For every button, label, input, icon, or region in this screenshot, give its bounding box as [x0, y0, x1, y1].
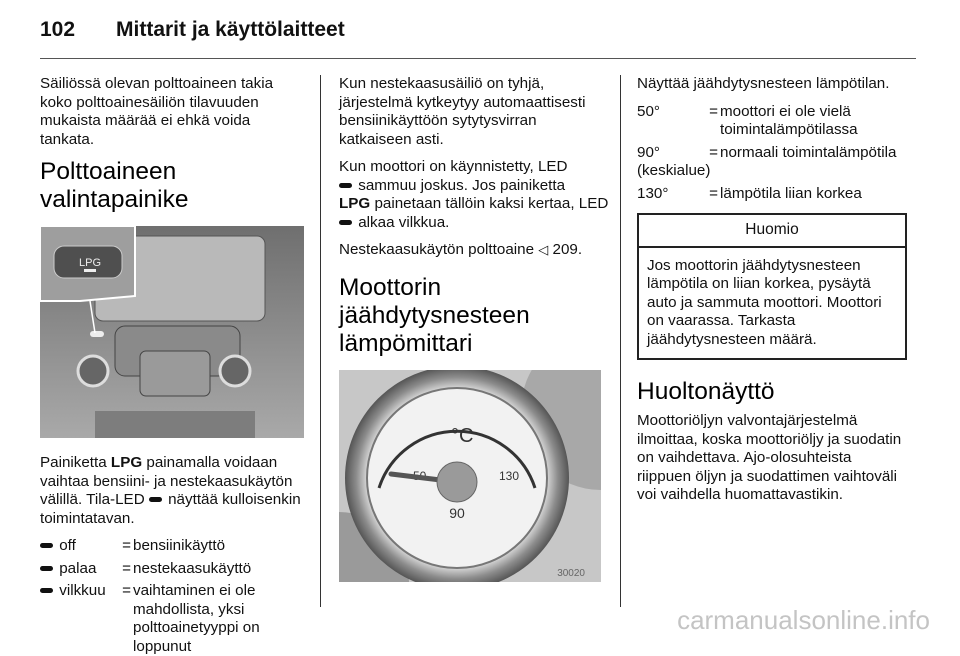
intro-paragraph: Säiliössä olevan polttoaineen takia koko polttoainesäiliön tilavuuden mukaista määrää ei ehkä voida tankata.	[40, 75, 274, 148]
column-2	[339, 75, 609, 582]
lpg-button-photo	[40, 226, 304, 438]
gauge-mark-130: 130	[499, 468, 520, 483]
gauge-mark-90: 90	[449, 504, 465, 521]
chapter-title: Mittarit ja käyttölaitteet	[116, 18, 345, 41]
column-3	[637, 75, 907, 514]
reference-page-link[interactable]: 209	[552, 241, 578, 258]
led-icon	[40, 588, 53, 593]
caution-body: Jos moottorin jäähdytysnesteen lämpötila on liian korkea, pysäytä auto ja sammuta moottori. Moottori on vaarassa. Tarkasta jäähdytysnesteen määrä.	[647, 256, 882, 348]
lpg-button-label: LPG	[78, 257, 102, 269]
fuel-reference: Nestekaasukäytön polttoaine ◁ 209.	[339, 241, 583, 258]
section-heading-service-display: Huoltonäyttö	[637, 378, 775, 405]
coolant-gauge-photo	[339, 370, 601, 582]
figure-id: 30020	[557, 567, 585, 579]
temperature-list	[637, 103, 907, 204]
caution-box	[637, 213, 907, 360]
watermark: carmanualsonline.info	[677, 605, 930, 635]
gauge-description: Näyttää jäähdytysnesteen lämpötilan.	[637, 75, 890, 92]
page-number: 102	[40, 18, 76, 41]
section-heading-fuel-selector: Polttoaineen valintapainike	[40, 158, 189, 213]
temperature-row: 50° = moottori ei ole vielä toimintalämpötilassa	[637, 102, 858, 138]
column-divider	[320, 75, 321, 607]
header-rule	[40, 58, 916, 59]
led-state-list	[40, 537, 306, 656]
led-icon	[339, 220, 352, 225]
led-icon	[40, 543, 53, 548]
led-icon	[149, 497, 162, 502]
lpg-paragraph: Painiketta LPG painamalla voidaan vaihtaa bensiini- ja nestekaasukäytön välillä. Tila-LED näyttää kulloisenkin toimintatavan.	[40, 454, 301, 527]
column-1	[40, 75, 306, 656]
led-state-row: off = bensiinikäyttö	[40, 537, 306, 556]
empty-tank-paragraph: Kun nestekaasusäiliö on tyhjä, järjestelmä kytkeytyy automaattisesti bensiinikäyttöön sytytysvirran katkaiseen asti.	[339, 75, 586, 148]
section-heading-coolant-gauge: Moottorin jäähdytysnesteen lämpömittari	[339, 273, 530, 357]
caution-title: Huomio	[639, 215, 905, 248]
page-reference-icon: ◁	[538, 242, 549, 257]
led-icon	[339, 183, 352, 188]
led-paragraph: Kun moottori on käynnistetty, LED sammuu joskus. Jos painiketta LPG painetaan tällöin kaksi kertaa, LED alkaa vilkkua.	[339, 158, 609, 231]
coolant-gauge-illustration	[339, 370, 601, 582]
led-state-row: vilkkuu = vaihtaminen ei ole mahdollista, yksi polttoainetyyppi on loppunut	[40, 582, 306, 656]
column-divider	[620, 75, 621, 607]
temperature-row: 90° (keskialue) = normaali toimintalämpötila	[637, 143, 897, 179]
led-state-row: palaa = nestekaasukäyttö	[40, 560, 306, 579]
dashboard-illustration	[40, 226, 304, 438]
led-icon	[40, 566, 53, 571]
gauge-unit-label: °C	[451, 424, 474, 447]
temperature-row: 130° = lämpötila liian korkea	[637, 184, 862, 202]
page-header	[0, 0, 960, 62]
service-display-paragraph: Moottoriöljyn valvontajärjestelmä ilmoittaa, koska moottoriöljy ja suodatin on vaihdettava. Ajo-olosuhteista riippuen öljyn ja suodattimen vaihtoväli voi vaihdella huomattavastikin.	[637, 412, 902, 503]
